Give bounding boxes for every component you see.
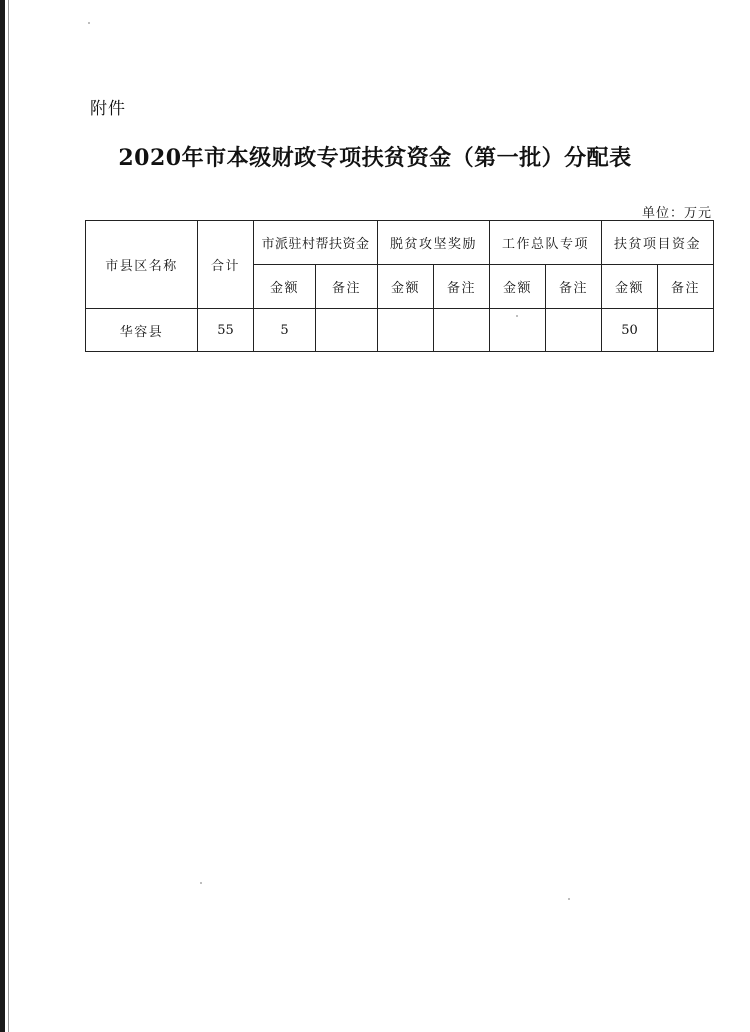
header-remark: 备注 xyxy=(546,265,602,309)
cell-total: 55 xyxy=(198,309,254,352)
scan-left-line xyxy=(8,0,9,1032)
header-remark: 备注 xyxy=(434,265,490,309)
cell-amount: 5 xyxy=(254,309,316,352)
header-group-project-fund: 扶贫项目资金 xyxy=(602,221,714,265)
scan-speck xyxy=(568,898,570,900)
cell-remark xyxy=(316,309,378,352)
header-amount: 金额 xyxy=(602,265,658,309)
header-remark: 备注 xyxy=(316,265,378,309)
cell-amount xyxy=(378,309,434,352)
header-row-1 xyxy=(86,221,714,265)
allocation-table xyxy=(85,220,714,352)
scan-speck xyxy=(516,315,518,317)
header-amount: 金额 xyxy=(378,265,434,309)
header-remark: 备注 xyxy=(658,265,714,309)
header-total: 合计 xyxy=(198,221,254,309)
document-title: 2020年市本级财政专项扶贫资金（第一批）分配表 xyxy=(118,145,632,171)
scan-speck xyxy=(88,22,90,24)
scan-speck xyxy=(200,882,202,884)
cell-region: 华容县 xyxy=(86,309,198,352)
cell-remark xyxy=(658,309,714,352)
cell-remark xyxy=(546,309,602,352)
header-region: 市县区名称 xyxy=(86,221,198,309)
scan-left-border xyxy=(0,0,5,1032)
header-group-task-force: 工作总队专项 xyxy=(490,221,602,265)
header-group-poverty-award: 脱贫攻坚奖励 xyxy=(378,221,490,265)
header-group-village-aid: 市派驻村帮扶资金 xyxy=(254,221,378,265)
cell-remark xyxy=(434,309,490,352)
attachment-label: 附件 xyxy=(90,99,126,119)
cell-amount: 50 xyxy=(602,309,658,352)
header-amount: 金额 xyxy=(490,265,546,309)
header-amount: 金额 xyxy=(254,265,316,309)
unit-label: 单位：万元 xyxy=(641,206,712,221)
table-row xyxy=(86,309,714,352)
